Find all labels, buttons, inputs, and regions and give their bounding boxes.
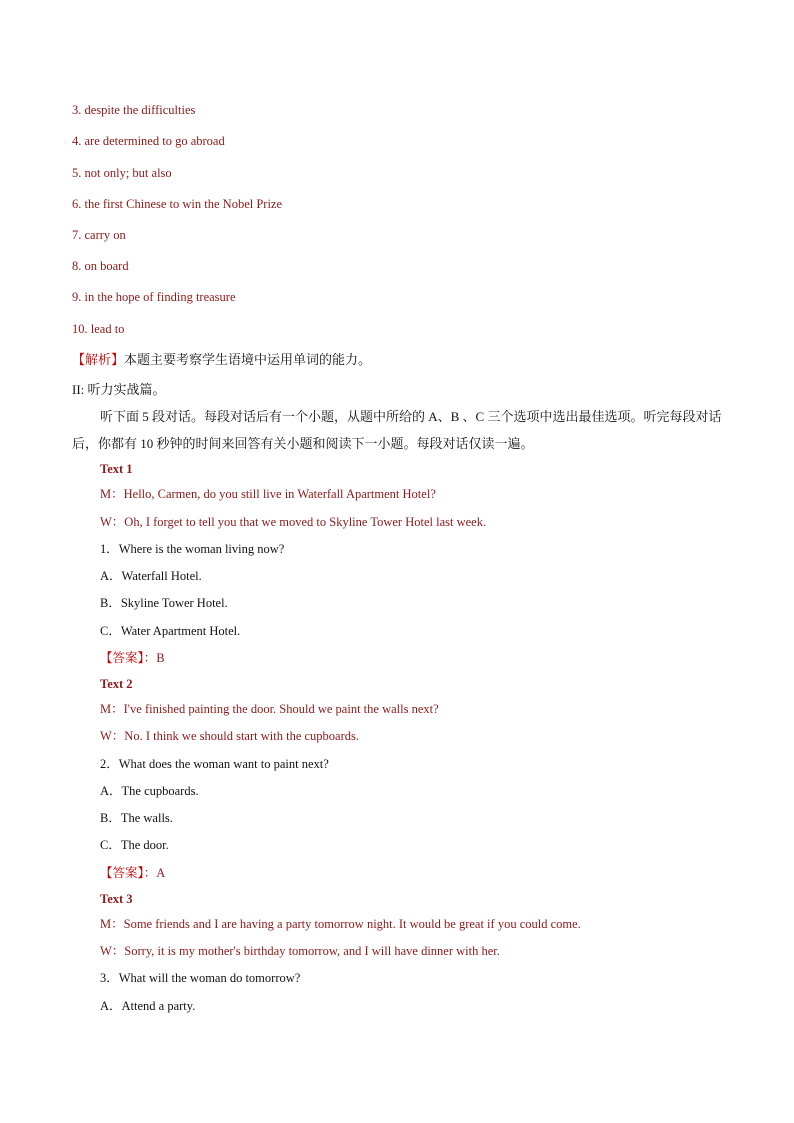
section-title: II: 听力实战篇。 <box>72 382 166 397</box>
section-instructions: 听下面 5 段对话。每段对话后有一个小题，从题中所给的 A、B 、C 三个选项中选出最佳选项。听完每段对话后，你都有 10 秒钟的时间来回答有关小题和阅读下一小题。每段对话仅读一遍。 <box>72 409 722 451</box>
question-1: 1．Where is the woman living now? <box>100 542 285 556</box>
text-2-heading: Text 2 <box>100 677 133 691</box>
question-3: 3．What will the woman do tomorrow? <box>100 971 301 985</box>
question-1-option-b: B．Skyline Tower Hotel. <box>100 596 228 610</box>
text-2-woman-line: W：No. I think we should start with the cupboards. <box>100 729 359 743</box>
analysis-label: 【解析】 <box>72 352 125 367</box>
text-3-heading: Text 3 <box>100 892 133 906</box>
text-1-woman-line: W：Oh, I forget to tell you that we moved to Skyline Tower Hotel last week. <box>100 515 487 529</box>
answer-value: ：B <box>143 651 165 665</box>
answer-item-6: 6. the first Chinese to win the Nobel Prize <box>72 197 283 211</box>
question-2-answer <box>100 865 165 881</box>
answer-item-10: 10. lead to <box>72 322 125 336</box>
question-1-option-c: C．Water Apartment Hotel. <box>100 624 241 638</box>
analysis-line <box>72 352 371 368</box>
answer-item-4: 4. are determined to go abroad <box>72 134 225 148</box>
question-2-option-a: A．The cupboards. <box>100 784 199 798</box>
answer-item-7: 7. carry on <box>72 228 126 242</box>
answer-item-8: 8. on board <box>72 259 129 273</box>
answer-label: 【答案】 <box>100 651 144 665</box>
analysis-text: 本题主要考察学生语境中运用单词的能力。 <box>124 352 372 367</box>
answer-item-9: 9. in the hope of finding treasure <box>72 290 236 304</box>
text-2-man-line: M：I've finished painting the door. Should we paint the walls next? <box>100 702 439 716</box>
text-3-woman-line: W：Sorry, it is my mother's birthday tomorrow, and I will have dinner with her. <box>100 944 500 958</box>
question-1-option-a: A．Waterfall Hotel. <box>100 569 202 583</box>
answer-label: 【答案】 <box>100 866 144 880</box>
question-2-option-b: B．The walls. <box>100 811 173 825</box>
question-2-option-c: C．The door. <box>100 838 169 852</box>
text-1-man-line: M：Hello, Carmen, do you still live in Waterfall Apartment Hotel? <box>100 487 436 501</box>
question-2: 2．What does the woman want to paint next? <box>100 757 329 771</box>
answer-value: ：A <box>143 866 166 880</box>
answer-item-5: 5. not only; but also <box>72 166 172 180</box>
text-1-heading: Text 1 <box>100 462 133 476</box>
answer-item-3: 3. despite the difficulties <box>72 103 196 117</box>
question-3-option-a: A．Attend a party. <box>100 999 196 1013</box>
text-3-man-line: M：Some friends and I are having a party tomorrow night. It would be great if you could come. <box>100 917 581 931</box>
question-1-answer <box>100 650 165 666</box>
